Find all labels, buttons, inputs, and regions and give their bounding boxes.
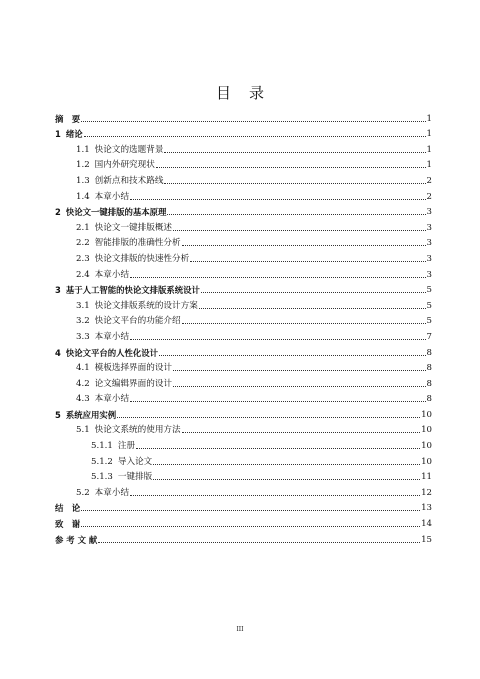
toc-entry-page: 5 <box>426 285 432 296</box>
dot-leader <box>159 355 426 356</box>
toc-entry-number: 5 <box>55 409 61 420</box>
dot-leader <box>130 401 425 402</box>
toc-entry-page: 10 <box>421 441 432 452</box>
toc-entry-number: 2.2 <box>76 238 90 249</box>
toc-entry-title: 快论文排版的快速性分析 <box>94 253 190 264</box>
toc-entry-page: 3 <box>426 238 432 249</box>
toc-entry-page: 12 <box>421 487 432 498</box>
toc-entry[interactable] <box>55 482 432 498</box>
dot-leader <box>153 464 420 465</box>
toc-entry-number: 3 <box>55 285 61 296</box>
toc-entry-title: 参 考 文 献 <box>55 534 98 545</box>
page-number-footer: III <box>236 626 244 633</box>
dot-leader <box>81 121 425 122</box>
toc-entry-number: 3.2 <box>76 316 90 327</box>
toc-entry-number: 3.1 <box>76 300 90 311</box>
toc-entry[interactable] <box>55 186 432 202</box>
toc-entry-page: 3 <box>426 222 432 233</box>
dot-leader <box>153 479 420 480</box>
toc-entry[interactable] <box>55 264 432 280</box>
dot-leader <box>130 277 425 278</box>
toc-entry-number: 5.1.3 <box>91 472 113 483</box>
toc-entry-number: 1.4 <box>76 191 90 202</box>
toc-entry-page: 8 <box>426 378 432 389</box>
table-of-contents <box>55 108 432 545</box>
dot-leader <box>201 292 426 293</box>
toc-entry-title: 快论文平台的功能介绍 <box>94 316 181 327</box>
toc-entry[interactable] <box>55 513 432 529</box>
toc-entry-number: 5.1 <box>76 425 90 436</box>
toc-entry[interactable] <box>55 435 432 451</box>
toc-entry-title: 快论文的选题背景 <box>94 144 164 155</box>
dot-leader <box>81 526 420 527</box>
toc-entry[interactable] <box>55 373 432 389</box>
toc-entry-title: 注册 <box>117 441 136 452</box>
toc-entry-title: 快论文平台的人性化设计 <box>65 347 158 358</box>
dot-leader <box>190 261 425 262</box>
toc-entry-page: 15 <box>421 534 432 545</box>
toc-entry-page: 8 <box>426 347 432 358</box>
toc-entry-title: 一键排版 <box>117 472 153 483</box>
toc-entry[interactable] <box>55 498 432 514</box>
dot-leader <box>182 432 420 433</box>
dot-leader <box>136 448 420 449</box>
toc-entry-number: 1.3 <box>76 175 90 186</box>
toc-entry-number: 1.1 <box>76 144 90 155</box>
dot-leader <box>98 542 420 543</box>
toc-entry-number: 4.1 <box>76 363 90 374</box>
toc-entry-title: 导入论文 <box>117 456 153 467</box>
toc-entry-page: 3 <box>426 253 432 264</box>
toc-entry[interactable] <box>55 202 432 218</box>
dot-leader <box>130 199 425 200</box>
toc-entry-page: 8 <box>426 394 432 405</box>
dot-leader <box>182 245 426 246</box>
toc-entry-number: 4.2 <box>76 378 90 389</box>
dot-leader <box>182 323 426 324</box>
toc-entry-title: 智能排版的准确性分析 <box>94 238 181 249</box>
toc-entry-title: 论文编辑界面的设计 <box>94 378 173 389</box>
toc-entry-page: 3 <box>426 269 432 280</box>
toc-entry-number: 2 <box>55 207 61 218</box>
dot-leader <box>173 386 426 387</box>
toc-entry-title: 基于人工智能的快论文排版系统设计 <box>65 285 200 296</box>
dot-leader <box>117 417 420 418</box>
toc-entry-title: 本章小结 <box>94 487 130 498</box>
toc-entry[interactable] <box>55 529 432 545</box>
toc-title-char-1: 目 <box>215 84 231 102</box>
toc-entry-page: 14 <box>421 519 432 530</box>
toc-entry-title: 本章小结 <box>94 331 130 342</box>
dot-leader <box>167 214 425 215</box>
toc-entry-number: 1 <box>55 129 61 140</box>
toc-entry[interactable] <box>55 217 432 233</box>
toc-entry-page: 2 <box>426 191 432 202</box>
toc-entry-page: 11 <box>421 472 432 483</box>
toc-entry-number: 1.2 <box>76 160 90 171</box>
toc-entry[interactable] <box>55 451 432 467</box>
toc-entry[interactable] <box>55 248 432 264</box>
toc-entry[interactable] <box>55 155 432 171</box>
toc-entry-number: 4 <box>55 347 61 358</box>
toc-entry-number: 2.3 <box>76 253 90 264</box>
toc-entry[interactable] <box>55 467 432 483</box>
dot-leader <box>156 167 426 168</box>
toc-entry-page: 10 <box>421 456 432 467</box>
toc-entry-number: 2.1 <box>76 222 90 233</box>
toc-entry-title: 快论文一键排版的基本原理 <box>65 207 167 218</box>
toc-entry[interactable] <box>55 280 432 296</box>
dot-leader <box>130 339 425 340</box>
toc-entry[interactable] <box>55 295 432 311</box>
dot-leader <box>173 370 426 371</box>
toc-entry-title: 快论文排版系统的设计方案 <box>94 300 198 311</box>
toc-entry[interactable] <box>55 170 432 186</box>
toc-entry-page: 1 <box>426 160 432 171</box>
dot-leader <box>84 136 426 137</box>
dot-leader <box>173 230 426 231</box>
toc-entry-title: 绪论 <box>65 129 83 140</box>
toc-entry-title: 快论文系统的使用方法 <box>94 425 181 436</box>
toc-entry-page: 5 <box>426 300 432 311</box>
toc-entry-title: 本章小结 <box>94 269 130 280</box>
toc-entry-title: 国内外研究现状 <box>94 160 155 171</box>
toc-entry[interactable] <box>55 404 432 420</box>
toc-entry-title: 摘 要 <box>55 113 81 124</box>
toc-entry[interactable] <box>55 420 432 436</box>
toc-entry-number: 5.2 <box>76 487 90 498</box>
toc-entry-number: 5.1.2 <box>91 456 113 467</box>
toc-entry-title: 快论文一键排版概述 <box>94 222 173 233</box>
dot-leader <box>164 152 425 153</box>
dot-leader <box>81 510 420 511</box>
toc-entry-title: 模板选择界面的设计 <box>94 363 173 374</box>
toc-entry-page: 1 <box>426 129 432 140</box>
toc-entry-title: 致 谢 <box>55 519 81 530</box>
toc-entry-title: 创新点和技术路线 <box>94 175 164 186</box>
toc-entry[interactable] <box>55 311 432 327</box>
toc-entry-title: 本章小结 <box>94 394 130 405</box>
toc-entry-page: 1 <box>426 144 432 155</box>
dot-leader <box>164 183 425 184</box>
toc-entry[interactable] <box>55 389 432 405</box>
dot-leader <box>199 308 426 309</box>
toc-entry-number: 4.3 <box>76 394 90 405</box>
toc-title-char-2: 录 <box>249 84 265 102</box>
toc-entry-page: 10 <box>421 409 432 420</box>
toc-entry[interactable] <box>55 108 432 124</box>
toc-entry-page: 1 <box>426 113 432 124</box>
toc-entry[interactable] <box>55 233 432 249</box>
toc-entry-page: 5 <box>426 316 432 327</box>
toc-entry[interactable] <box>55 358 432 374</box>
toc-entry[interactable] <box>55 124 432 140</box>
toc-entry[interactable] <box>55 342 432 358</box>
toc-title <box>0 82 480 103</box>
toc-entry-title: 系统应用实例 <box>65 409 117 420</box>
toc-entry-number: 2.4 <box>76 269 90 280</box>
toc-entry-page: 8 <box>426 363 432 374</box>
toc-entry-page: 13 <box>421 503 432 514</box>
toc-entry-page: 10 <box>421 425 432 436</box>
toc-entry-number: 5.1.1 <box>91 441 113 452</box>
toc-entry[interactable] <box>55 326 432 342</box>
toc-entry-page: 3 <box>426 207 432 218</box>
toc-entry-title: 结 论 <box>55 503 81 514</box>
toc-entry[interactable] <box>55 139 432 155</box>
toc-entry-number: 3.3 <box>76 331 90 342</box>
toc-entry-page: 7 <box>426 331 432 342</box>
toc-entry-page: 2 <box>426 175 432 186</box>
dot-leader <box>130 495 420 496</box>
toc-entry-title: 本章小结 <box>94 191 130 202</box>
